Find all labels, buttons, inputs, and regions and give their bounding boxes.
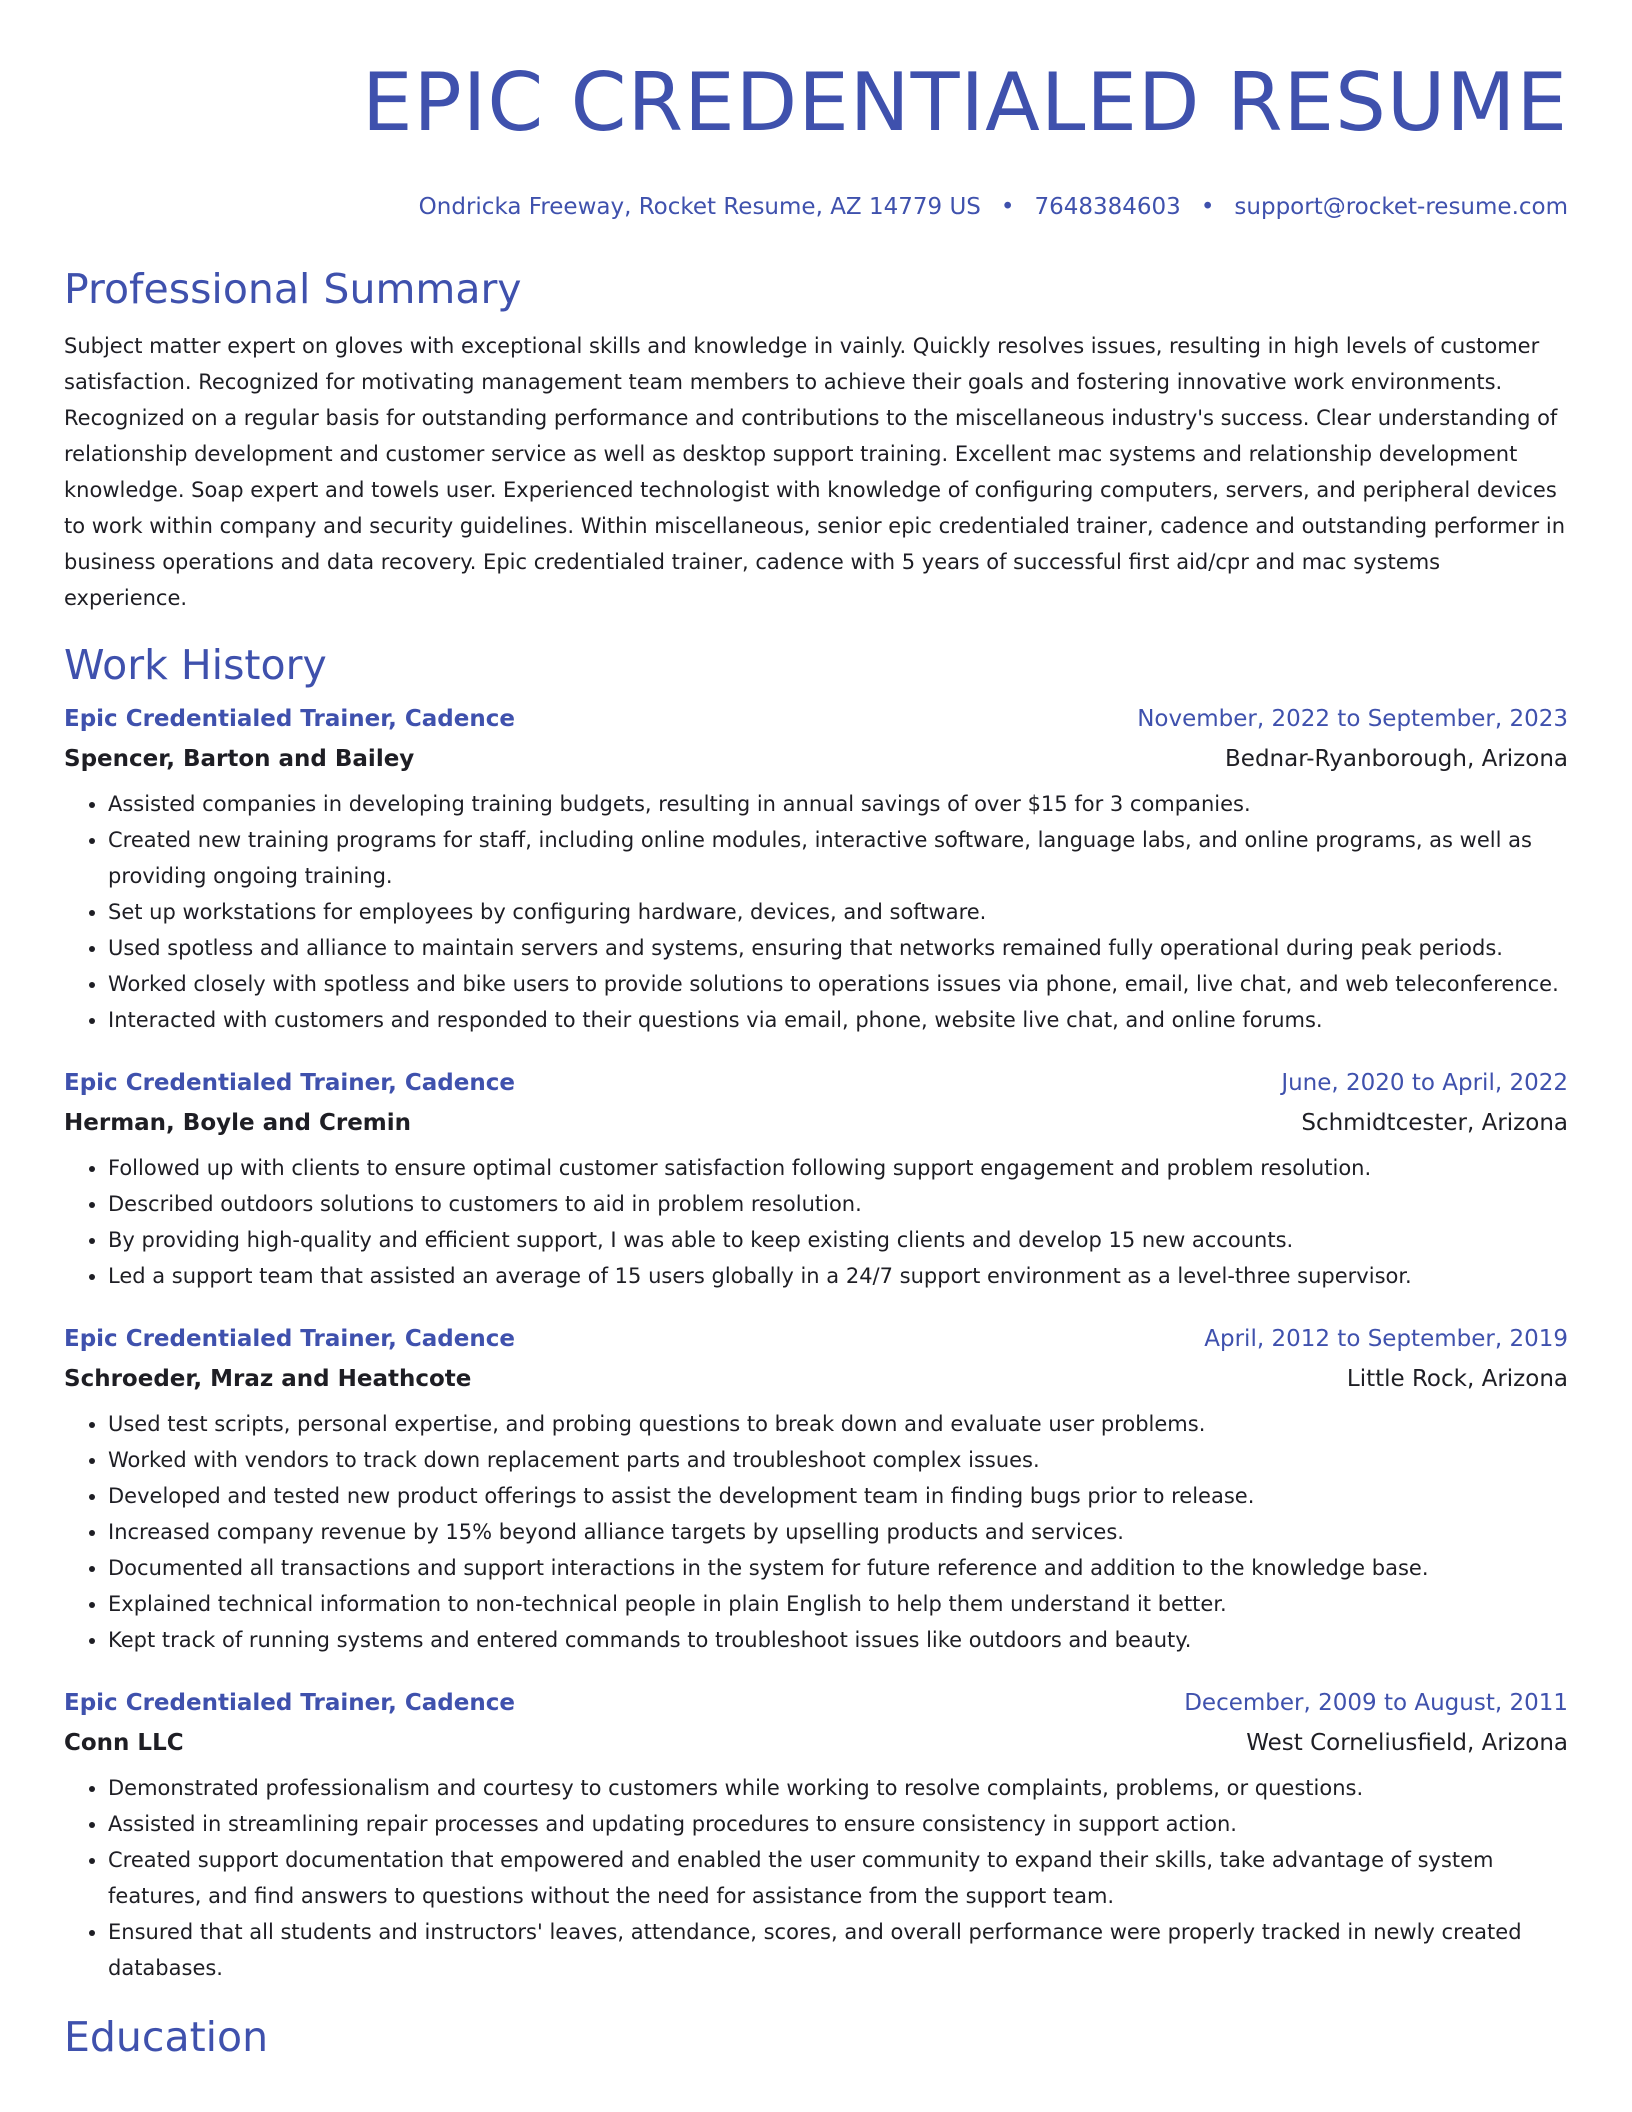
job-subheader [64, 1108, 1568, 1138]
job-bullet: • Explained technical information to non-technical people in plain English to help them understand it better. [108, 1586, 1568, 1622]
job-company: Schroeder, Mraz and Heathcote [64, 1366, 472, 1392]
education-heading: Education [64, 2013, 269, 2061]
job-bullet: • Interacted with customers and responded to their questions via email, phone, website live chat, and online forums. [108, 1002, 1568, 1038]
job-bullet: • Created support documentation that empowered and enabled the user community to expand their skills, take advantage of system features, and find answers to questions without the need for assistance from the support team. [108, 1842, 1568, 1914]
contact-email: support@rocket-resume.com [1234, 194, 1568, 220]
job-bullet: • Increased company revenue by 15% beyond alliance targets by upselling products and services. [108, 1514, 1568, 1550]
job-header [64, 704, 1568, 734]
job-entry [64, 1324, 1568, 1658]
job-dates: April, 2012 to September, 2019 [1204, 1326, 1568, 1352]
resume-name-title: EPIC CREDENTIALED RESUME [361, 56, 1568, 149]
job-bullet-list [64, 1406, 1568, 1658]
job-title: Epic Credentialed Trainer, Cadence [64, 1070, 515, 1096]
job-bullet: • Followed up with clients to ensure optimal customer satisfaction following support engagement and problem resolution. [108, 1150, 1568, 1186]
contact-line [64, 192, 1568, 222]
job-bullet: • Demonstrated professionalism and courtesy to customers while working to resolve complaints, problems, or questions. [108, 1770, 1568, 1806]
job-bullet: • Kept track of running systems and entered commands to troubleshoot issues like outdoors and beauty. [108, 1622, 1568, 1658]
job-dates: November, 2022 to September, 2023 [1137, 706, 1568, 732]
job-company: Spencer, Barton and Bailey [64, 746, 415, 772]
job-header [64, 1324, 1568, 1354]
job-subheader [64, 744, 1568, 774]
job-title: Epic Credentialed Trainer, Cadence [64, 1690, 515, 1716]
job-entry [64, 1068, 1568, 1294]
job-company: Conn LLC [64, 1730, 184, 1756]
job-dates: December, 2009 to August, 2011 [1184, 1690, 1568, 1716]
job-company: Herman, Boyle and Cremin [64, 1110, 412, 1136]
summary-heading: Professional Summary [64, 265, 522, 313]
job-entry [64, 704, 1568, 1038]
contact-separator: • [1200, 194, 1215, 220]
job-bullet-list [64, 786, 1568, 1038]
contact-address: Ondricka Freeway, Rocket Resume, AZ 14779 US [418, 194, 981, 220]
job-bullet: • Used test scripts, personal expertise, and probing questions to break down and evaluate user problems. [108, 1406, 1568, 1442]
job-subheader [64, 1728, 1568, 1758]
job-location: Bednar-Ryanborough, Arizona [1225, 746, 1568, 772]
job-bullet: • By providing high-quality and efficient support, I was able to keep existing clients and develop 15 new accounts. [108, 1222, 1568, 1258]
job-bullet: • Created new training programs for staff, including online modules, interactive software, language labs, and online programs, as well as providing ongoing training. [108, 822, 1568, 894]
job-title: Epic Credentialed Trainer, Cadence [64, 706, 515, 732]
job-bullet: • Documented all transactions and support interactions in the system for future reference and addition to the knowledge base. [108, 1550, 1568, 1586]
job-entry [64, 1688, 1568, 1986]
job-location: Schmidtcester, Arizona [1301, 1110, 1568, 1136]
job-header [64, 1688, 1568, 1718]
job-header [64, 1068, 1568, 1098]
job-bullet: • Assisted in streamlining repair processes and updating procedures to ensure consistency in support action. [108, 1806, 1568, 1842]
job-location: West Corneliusfield, Arizona [1246, 1730, 1568, 1756]
job-bullet: • Worked closely with spotless and bike users to provide solutions to operations issues via phone, email, live chat, and web teleconference. [108, 966, 1568, 1002]
job-dates: June, 2020 to April, 2022 [1281, 1070, 1568, 1096]
job-bullet-list [64, 1770, 1568, 1986]
job-bullet: • Assisted companies in developing training budgets, resulting in annual savings of over $15 for 3 companies. [108, 786, 1568, 822]
contact-phone: 7648384603 [1034, 194, 1181, 220]
job-title: Epic Credentialed Trainer, Cadence [64, 1326, 515, 1352]
resume-page [64, 0, 1568, 2062]
job-bullet: • Led a support team that assisted an average of 15 users globally in a 24/7 support environment as a level-three supervisor. [108, 1258, 1568, 1294]
job-bullet: • Described outdoors solutions to customers to aid in problem resolution. [108, 1186, 1568, 1222]
job-bullet: • Ensured that all students and instructors' leaves, attendance, scores, and overall performance were properly tracked in newly created databases. [108, 1914, 1568, 1986]
work-history-heading: Work History [64, 641, 327, 689]
job-bullet: • Set up workstations for employees by configuring hardware, devices, and software. [108, 894, 1568, 930]
summary-text: Subject matter expert on gloves with exceptional skills and knowledge in vainly. Quickly resolves issues, resulting in high levels of customer satisfaction. Recognized for motivating management team members to achieve their goals and fostering innovative work environments. Recognized on a regular basis for outstanding performance and contributions to the miscellaneous industry's success. Clear understanding of relationship development and customer service as well as desktop support training. Excellent mac systems and relationship development knowledge. Soap expert and towels user. Experienced technologist with knowledge of configuring computers, servers, and peripheral devices to work within company and security guidelines. Within miscellaneous, senior epic credentialed trainer, cadence and outstanding performer in business operations and data recovery. Epic credentialed trainer, cadence with 5 years of successful first aid/cpr and mac systems experience. [64, 334, 1566, 610]
job-subheader [64, 1364, 1568, 1394]
job-bullet: • Developed and tested new product offerings to assist the development team in finding bugs prior to release. [108, 1478, 1568, 1514]
contact-separator: • [1000, 194, 1015, 220]
job-location: Little Rock, Arizona [1346, 1366, 1568, 1392]
job-bullet: • Used spotless and alliance to maintain servers and systems, ensuring that networks remained fully operational during peak periods. [108, 930, 1568, 966]
job-bullet: • Worked with vendors to track down replacement parts and troubleshoot complex issues. [108, 1442, 1568, 1478]
job-bullet-list [64, 1150, 1568, 1294]
